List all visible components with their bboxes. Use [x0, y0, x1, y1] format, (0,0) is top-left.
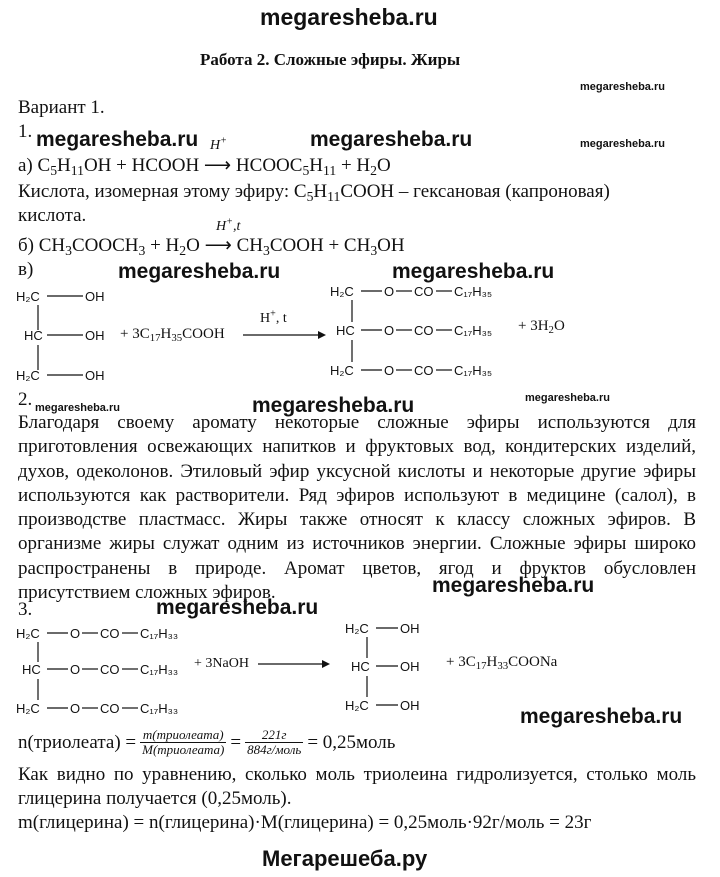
task3-number: 3.	[18, 599, 33, 620]
amount-calculation: n(триолеата) = $\frac{\text{m(триолеата)}}{\text{M(триолеата)}}$ = $\frac{221г}{\text{884г/моль}}$ = 0,25моль	[18, 727, 396, 757]
task2-paragraph: Благодаря своему аромату некоторые сложные эфиры используются для приготовления освежающих напитков и фруктовых вод, кондитерских изделий, духов, одеколонов. Этиловый эфир уксусной кислоты и некоторые другие эфиры используются как растворители. Ряд эфиров используют в медицине (салол), в производстве пластмасс. Жиры также относят к классу сложных эфиров. В организме жиры служат одним из источников энергии. Сложные эфиры широко распространены в природе. Аромат цветов, ягод и фруктов обусловлен присутствием сложных эфиров.	[18, 412, 696, 604]
o-label: O	[384, 323, 395, 338]
h2c-label: H₂C	[345, 698, 369, 713]
co-label: CO	[100, 701, 120, 716]
o-label: O	[384, 363, 395, 378]
h2c-label: H₂C	[345, 621, 369, 636]
isomer-acid-line: Кислота, изомерная этому эфиру: $C_5H_{11}COOH$ – гексановая (капроновая)	[18, 181, 610, 204]
water-product: + $3H_2O$	[518, 318, 565, 337]
hc-label: HC	[24, 328, 43, 343]
equation-a: а) $C_5H_{11}OH$ + HCOOH ⟶ $HCOOC_5H_{11} + H_2O$	[18, 155, 391, 178]
oh-label: OH	[400, 659, 420, 674]
co-label: CO	[414, 363, 434, 378]
co-label: CO	[414, 323, 434, 338]
page-title: Работа 2. Сложные эфиры. Жиры	[200, 50, 461, 69]
h2c-label: H₂C	[16, 701, 40, 716]
oh-label: OH	[400, 698, 420, 713]
watermark-small: megaresheba.ru	[525, 392, 610, 404]
watermark-small: megaresheba.ru	[580, 81, 665, 93]
o-label: O	[70, 626, 81, 641]
watermark: megaresheba.ru	[36, 128, 199, 151]
equation-v-label: в)	[18, 259, 34, 280]
task2-number: 2.	[18, 389, 33, 410]
watermark: megaresheba.ru	[432, 574, 595, 597]
watermark-small: megaresheba.ru	[580, 138, 665, 150]
task1-number: 1.	[18, 121, 33, 142]
oh-label: OH	[85, 289, 105, 304]
c17h33-label: C₁₇H₃₃	[140, 626, 179, 641]
reaction-conditions: H+, t	[260, 308, 287, 326]
co-label: CO	[414, 284, 434, 299]
o-label: O	[70, 662, 81, 677]
site-header: megaresheba.ru	[260, 4, 438, 30]
h2c-label: H₂C	[330, 284, 354, 299]
watermark: megaresheba.ru	[252, 394, 415, 417]
watermark: megaresheba.ru	[156, 596, 319, 619]
watermark: megaresheba.ru	[118, 260, 281, 283]
catalyst-a: H+	[210, 135, 227, 153]
c17h35-label: C₁₇H₃₅	[454, 284, 493, 299]
fraction-mass-over-molar: $\frac{\text{m(триолеата)}}{\text{M(триолеата)}}$	[142, 727, 225, 757]
isomer-acid-line-2: кислота.	[18, 205, 87, 226]
site-footer: Мегарешеба.ру	[262, 846, 428, 871]
glycerol-mass-line: m(глицерина) = n(глицерина)·M(глицерина) = 0,25моль·92г/моль = 23г	[18, 812, 592, 833]
watermark: megaresheba.ru	[310, 128, 473, 151]
h2c-label: H₂C	[330, 363, 354, 378]
co-label: CO	[100, 662, 120, 677]
watermark-small: megaresheba.ru	[35, 402, 120, 414]
c17h35-label: C₁₇H₃₅	[454, 363, 493, 378]
c17h33-label: C₁₇H₃₃	[140, 701, 179, 716]
reagent-naoh: + 3NaOH	[194, 656, 249, 671]
watermark: megaresheba.ru	[392, 260, 555, 283]
watermark: megaresheba.ru	[520, 705, 683, 728]
fraction-values: $\frac{221г}{\text{884г/моль}}$	[247, 727, 302, 757]
variant-label: Вариант 1.	[18, 97, 105, 118]
hc-label: HC	[351, 659, 370, 674]
catalyst-b: H+,t	[216, 216, 241, 234]
c17h33-label: C₁₇H₃₃	[140, 662, 179, 677]
h2c-label: H₂C	[16, 368, 40, 383]
task3-conclusion: Как видно по уравнению, сколько моль триолеина гидролизуется, столько моль глицерина получается (0,25моль).	[18, 764, 696, 810]
hc-label: HC	[336, 323, 355, 338]
o-label: O	[384, 284, 395, 299]
reagent-stearic-acid: + $3C_{17}H_{35}COOH$	[120, 326, 225, 345]
oh-label: OH	[400, 621, 420, 636]
c17h35-label: C₁₇H₃₅	[454, 323, 493, 338]
o-label: O	[70, 701, 81, 716]
product-sodium-oleate: + $3C_{17}H_{33}COONa$	[446, 654, 558, 673]
oh-label: OH	[85, 328, 105, 343]
oh-label: OH	[85, 368, 105, 383]
h2c-label: H₂C	[16, 289, 40, 304]
h2c-label: H₂C	[16, 626, 40, 641]
hc-label: HC	[22, 662, 41, 677]
co-label: CO	[100, 626, 120, 641]
equation-b: б) $CH_3COOCH_3 + H_2O$ ⟶ $CH_3COOH + CH_3OH$	[18, 235, 405, 258]
